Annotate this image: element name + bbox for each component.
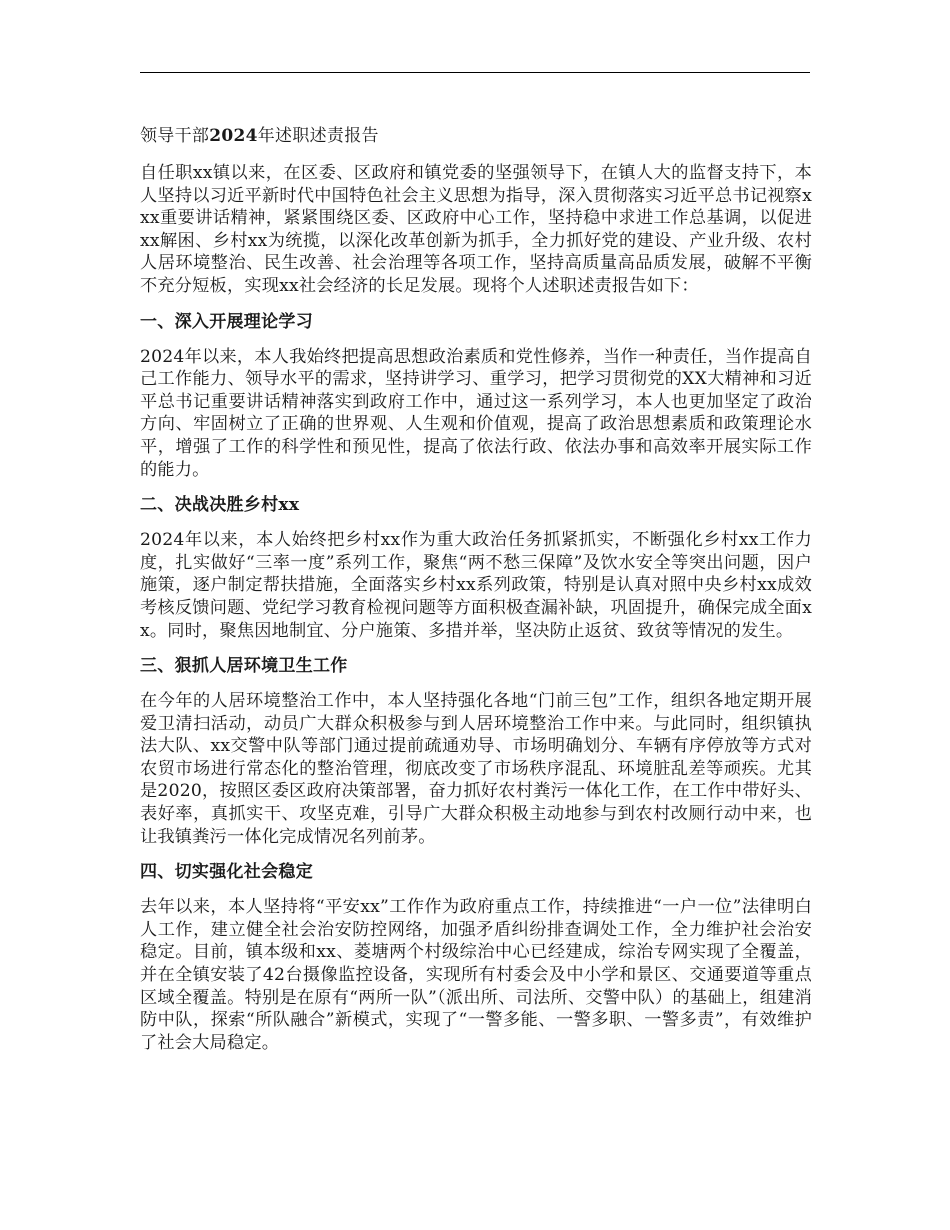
document-body [140, 124, 812, 1066]
section-heading-3: 三、狠抓人居环境卫生工作 [140, 656, 348, 677]
header-rule [140, 72, 810, 73]
intro-paragraph: 自任职xx镇以来，在区委、区政府和镇党委的坚强领导下，在镇人大的监督支持下，本人坚持以习近平新时代中国特色社会主义思想为指导，深入贯彻落实习近平总书记视察xxx重要讲话精神，紧紧围绕区委、区政府中心工作，坚持稳中求进工作总基调，以促进xx解困、乡村xx为统揽，以深化改革创新为抓手，全力抓好党的建设、产业升级、农村人居环境整治、民生改善、社会治理等各项工作，坚持高质量高品质发展，破解不平衡不充分短板，实现xx社会经济的长足发展。现将个人述职述责报告如下： [140, 163, 812, 296]
title-suffix: 年述职述责报告 [257, 126, 379, 146]
section-body-2: 2024年以来，本人始终把乡村xx作为重大政治任务抓紧抓实，不断强化乡村xx工作力度，扎实做好“三率一度”系列工作，聚焦“两不愁三保障”及饮水安全等突出问题，因户施策，逐户制定帮扶措施，全面落实乡村xx系列政策，特别是认真对照中央乡村xx成效考核反馈问题、党纪学习教育检视问题等方面积极查漏补缺，巩固提升，确保完成全面xx。同时，聚焦因地制宜、分户施策、多措并举，坚决防止返贫、致贫等情况的发生。 [140, 530, 812, 641]
section-body-4: 去年以来，本人坚持将“平安xx”工作作为政府重点工作，持续推进“一户一位”法律明白人工作，建立健全社会治安防控网络，加强矛盾纠纷排查调处工作，全力维护社会治安稳定。目前，镇本级和xx、菱塘两个村级综治中心已经建成，综治专网实现了全覆盖，并在全镇安装了42台摄像监控设备，实现所有村委会及中小学和景区、交通要道等重点区域全覆盖。特别是在原有“两所一队”（派出所、司法所、交警中队）的基础上，组建消防中队，探索“所队融合”新模式，实现了“一警多能、一警多职、一警多责”，有效维护了社会大局稳定。 [140, 897, 812, 1053]
section-heading-1: 一、深入开展理论学习 [140, 311, 313, 332]
section-body-3: 在今年的人居环境整治工作中，本人坚持强化各地“门前三包”工作，组织各地定期开展爱卫清扫活动，动员广大群众积极参与到人居环境整治工作中来。与此同时，组织镇执法大队、xx交警中队等部门通过提前疏通劝导、市场明确划分、车辆有序停放等方式对农贸市场进行常态化的整治管理，彻底改变了市场秩序混乱、环境脏乱差等顽疾。尤其是2020，按照区委区政府决策部署，奋力抓好农村粪污一体化工作，在工作中带好头、表好率，真抓实干、攻坚克难，引导广大群众积极主动地参与到农村改厕行动中来，也让我镇粪污一体化完成情况名列前茅。 [140, 691, 812, 847]
document-title [140, 124, 812, 148]
title-prefix: 领导干部 [140, 126, 210, 146]
section-heading-4: 四、切实强化社会稳定 [140, 862, 313, 883]
title-year: 2024 [209, 126, 258, 146]
section-heading-2: 二、决战决胜乡村xx [140, 495, 300, 516]
section-body-1: 2024年以来，本人我始终把提高思想政治素质和党性修养，当作一种责任，当作提高自己工作能力、领导水平的需求，坚持讲学习、重学习，把学习贯彻党的XX大精神和习近平总书记重要讲话精神落实到政府工作中，通过这一系列学习，本人也更加坚定了政治方向、牢固树立了正确的世界观、人生观和价值观，提高了政治思想素质和政策理论水平，增强了工作的科学性和预见性，提高了依法行政、依法办事和高效率开展实际工作的能力。 [140, 346, 812, 480]
